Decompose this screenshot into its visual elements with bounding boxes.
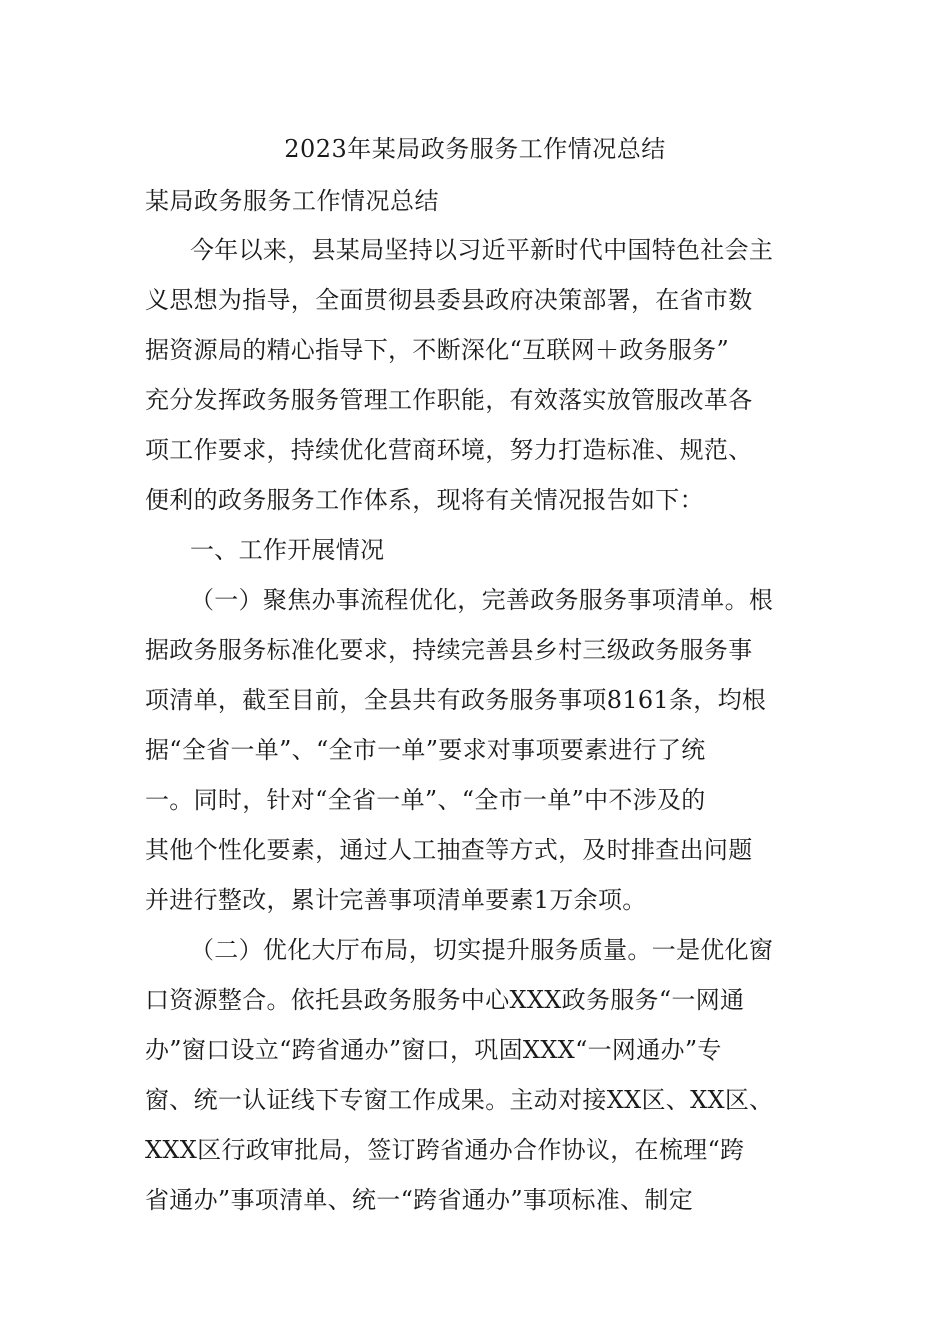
body-line: 口资源整合。依托县政务服务中心XXX政务服务“一网通: [145, 986, 745, 1014]
body-line: 一。同时，针对“全省一单”、“全市一单”中不涉及的: [145, 786, 706, 814]
body-line: 窗、统一认证线下专窗工作成果。主动对接XX区、XX区、: [145, 1086, 774, 1114]
body-line: 义思想为指导，全面贯彻县委县政府决策部署，在省市数: [145, 286, 753, 314]
body-line: 便利的政务服务工作体系，现将有关情况报告如下：: [145, 486, 704, 514]
body-line: 据资源局的精心指导下，不断深化“互联网＋政务服务”: [145, 336, 730, 364]
body-line: （二）优化大厅布局，切实提升服务质量。一是优化窗: [190, 936, 774, 964]
body-line: 其他个性化要素，通过人工抽查等方式，及时排查出问题: [145, 836, 753, 864]
body-line: 项清单，截至目前，全县共有政务服务事项8161条，均根: [145, 686, 767, 714]
body-line: （一）聚焦办事流程优化，完善政务服务事项清单。根: [190, 586, 774, 614]
document-title: 2023年某局政务服务工作情况总结: [284, 135, 666, 163]
body-line: 据政务服务标准化要求，持续完善县乡村三级政务服务事: [145, 636, 753, 664]
body-line: 省通办”事项清单、统一“跨省通办”事项标准、制定: [145, 1186, 694, 1214]
body-line: 充分发挥政务服务管理工作职能，有效落实放管服改革各: [145, 386, 753, 414]
body-line: 办”窗口设立“跨省通办”窗口，巩固XXX“一网通办”专: [145, 1036, 722, 1064]
body-line: 今年以来，县某局坚持以习近平新时代中国特色社会主: [190, 236, 774, 264]
document-subtitle: 某局政务服务工作情况总结: [145, 187, 439, 215]
section-heading: 一、工作开展情况: [190, 536, 385, 564]
body-line: XXX区行政审批局，签订跨省通办合作协议，在梳理“跨: [145, 1136, 745, 1164]
body-line: 据“全省一单”、“全市一单”要求对事项要素进行了统: [145, 736, 706, 764]
body-line: 项工作要求，持续优化营商环境，努力打造标准、规范、: [145, 436, 753, 464]
body-line: 并进行整改，累计完善事项清单要素1万余项。: [145, 886, 647, 914]
